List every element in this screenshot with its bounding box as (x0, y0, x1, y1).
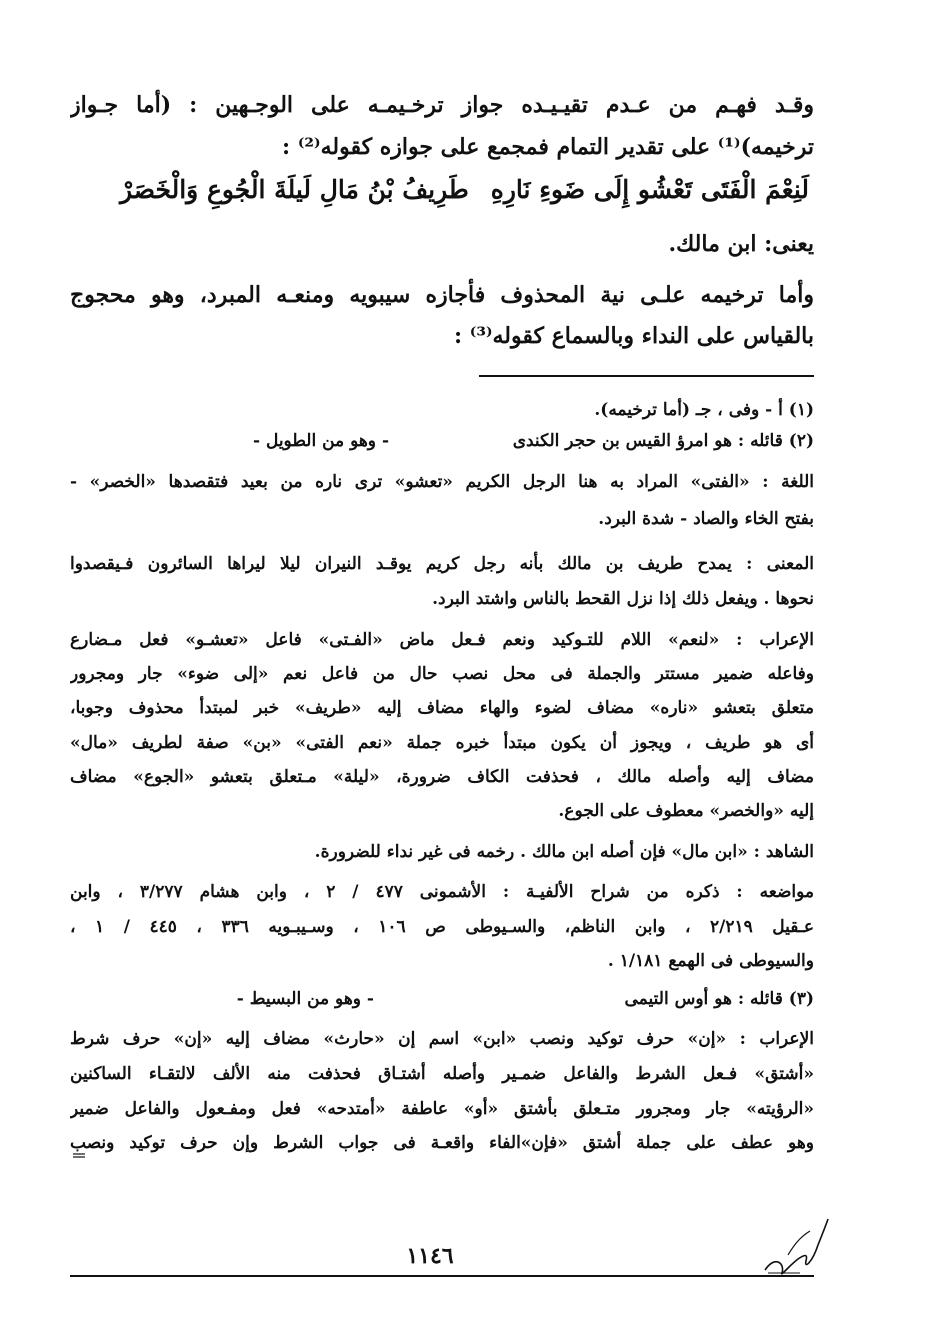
footnote-text-line: المعنى : يمدح طريف بن مالك بأنه رجل كريم يوقـد النيران ليلا ليراها السائرون فـيقصدوا (70, 554, 814, 574)
footnote-divider (479, 375, 814, 377)
main-text-line: وأما ترخيمه علـى نية المحذوف فأجازه سيبويه ومنعـه المبرد، وهو محجوج (70, 282, 814, 308)
main-text-line: يعنى: ابن مالك. (668, 231, 814, 257)
footnote-text-line: «أشتق» فـعل الشرط والفاعل ضمـير وأصله أشتـاق فحذفت منه الألف لالتقـاء الساكنين (70, 1064, 814, 1084)
verse-second-hemistich: طَرِيفُ بْنُ مَالِ لَيلَةَ الْجُوعِ وَالْخَصَرْ (120, 175, 469, 204)
footnote-2-sayer: (٢) قائله : هو امرؤ القيس بن حجر الكندى (512, 431, 814, 451)
footnote-text-line: إليه «والخصر» معطوف على الجوع. (558, 801, 814, 821)
footnote-text-line: والسيوطى فى الهمع ١/١٨١ . (607, 951, 814, 971)
footnote-text-line: «الرؤيته» جار ومجرور متـعلق بأشتق «أو» عاطفة «أمتدحه» فعل ومفـعول والفاعل ضمير (70, 1099, 814, 1119)
footnote-text-line: عـقيل ٢/٢١٩ ، وابن الناظم، والسـيوطى ص ١٠٦ ، وسـيبـويه ٣٣٦ ، ٤٤٥ / ١ ، (70, 917, 814, 937)
footnote-3-sayer: (٣) قائله : هو أوس التيمى (624, 989, 814, 1009)
footnote-text-line: الشاهد : «ابن مال» فإن أصله ابن مالك . رخمه فى غير نداء للضرورة. (314, 842, 814, 862)
footnote-text-line: الإعراب : «إن» حرف توكيد ونصب «ابن» اسم إن «حارث» مضاف إليه «إن» حرف شرط (70, 1029, 814, 1049)
footnote-text-line: مضاف إليه وأصله مالك ، فحذفت الكاف ضرورة، «ليلة» مـتعلق بتعشو «الجوع» مضاف (70, 767, 814, 787)
footnote-2-meter: - وهو من الطويل - (252, 431, 389, 451)
footnote-text-line: بفتح الخاء والصاد - شدة البرد. (598, 509, 814, 529)
footnote-1: (١) أ - وفى ، جـ (أما ترخيمه). (594, 400, 814, 420)
footnote-text-line: متعلق بتعشو «ناره» مضاف لضوء والهاء مضاف إليه «طريف» خبر لمبتدأ محذوف وجوبا، (70, 698, 814, 718)
footnote-text-line: الإعراب : «لنعم» اللام للتـوكيد ونعم فـعل ماض «الفـتى» فاعل «تعشـو» فعل مـضارع (70, 630, 814, 650)
footnote-3-meter: - وهو من البسيط - (236, 989, 374, 1009)
verse-first-hemistich: لَنِعْمَ الْفَتَى تَعْشُو إِلَى ضَوءِ نَارِهِ (490, 175, 809, 204)
footnote-text-line: مواضعه : ذكره من شراح الألفيـة : الأشمونى ٤٧٧ / ٢ ، وابن هشام ٣/٢٧٧ ، وابن (70, 882, 814, 902)
footnote-text-line: اللغة : «الفتى» المراد به هنا الرجل الكريم «تعشو» ترى ناره من بعيد فتقصدها «الخصر» - (70, 472, 814, 492)
footnote-text-line: أى هو طريف ، ويجوز أن يكون مبتدأ خبره جملة «نعم الفتى» «بن» صفة لطريف «مال» (70, 733, 814, 753)
footnote-text-line: نحوها . ويفعل ذلك إذا نزل القحط بالناس واشتد البرد. (432, 589, 814, 609)
page-number: ١١٤٦ (406, 1243, 454, 1269)
bottom-rule (70, 1275, 814, 1277)
main-text-line: ترخيمه)⁽¹⁾ على تقدير التمام فمجمع على جوازه كقوله⁽²⁾ : (282, 134, 814, 160)
main-text-line: بالقياس على النداء وبالسماع كقوله⁽³⁾ : (453, 323, 814, 349)
footnote-text-line: وفاعله ضمير مستتر والجملة فى محل نصب حال من فاعل نعم «إلى ضوء» جار ومجرور (70, 664, 814, 684)
footnote-text-line: وهو عطف على جملة أشتق «فإن»الفاء واقعـة فى جواب الشرط وإن حرف توكيد ونصب (70, 1133, 814, 1153)
main-text-line: وقـد فهـم من عـدم تقيـيـده جواز ترخـيمـه على الوجـهين : (أما جـواز (70, 92, 814, 118)
handwritten-signature-icon (760, 1215, 830, 1280)
continuation-mark-icon (72, 1152, 86, 1158)
